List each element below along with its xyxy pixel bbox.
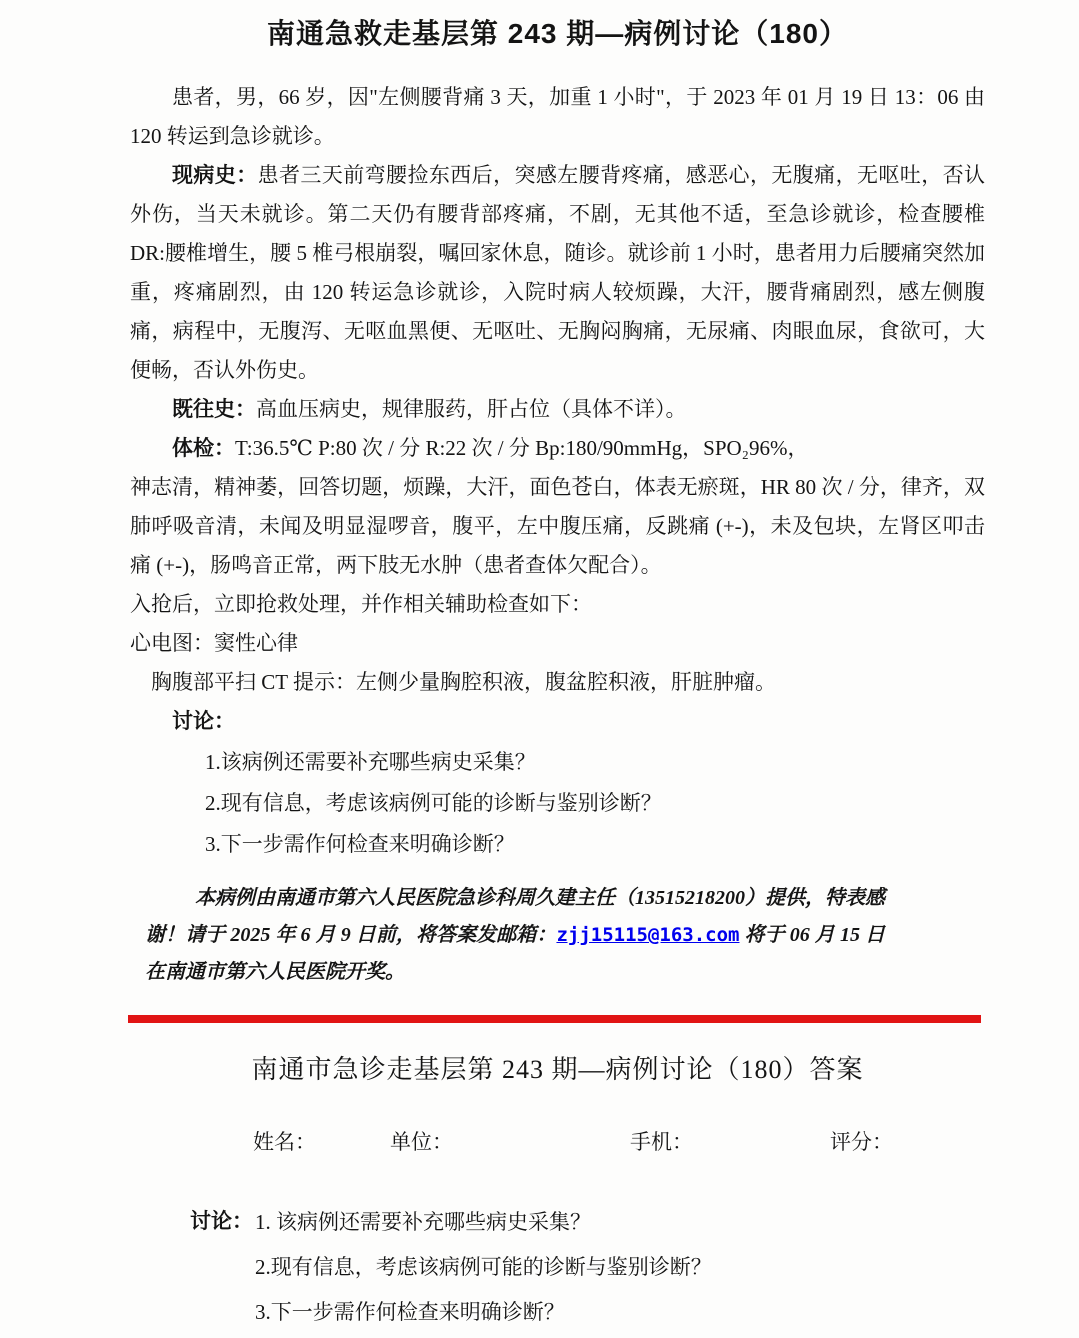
acknowledgment-text-post: 将于 06 月 15 日在南通市第六人民医院开奖。 (145, 924, 886, 983)
red-divider (128, 1015, 981, 1023)
email-link[interactable]: zjj15115@163.com (556, 924, 740, 946)
discussion-heading (130, 702, 985, 741)
answer-question-3: 3.下一步需作何检查来明确诊断？ (255, 1300, 565, 1324)
answer-question-1: 1. 该病例还需要补充哪些病史采集？ (255, 1210, 591, 1234)
acknowledgment-note (145, 880, 885, 991)
case-title: 南通急救走基层第 243 期—病例讨论（180） (267, 18, 848, 49)
patient-summary: 患者，男，66 岁，因"左侧腰背痛 3 天，加重 1 小时"，于 2023 年 01 月 19 日 13：06 由 120 转运到急诊就诊。 (130, 85, 985, 148)
vital-signs: T:36.5℃ P:80 次 / 分 R:22 次 / 分 Bp:180/90mmHg，SPO₂96%， (235, 436, 809, 460)
answer-discussion (130, 1203, 985, 1338)
acknowledgment-text-pre: 本病例由南通市第六人民医院急诊科周久建主任（13515218200）提供，特表感谢！请于 2025 年 6 月 9 日前，将答案发邮箱： (145, 887, 885, 946)
discussion-questions (130, 743, 985, 864)
physical-exam-label: 体检： (172, 437, 235, 460)
physical-exam-paragraph (130, 429, 985, 585)
discussion-question-3: 3.下一步需作何检查来明确诊断？ (205, 832, 515, 856)
past-history-text: 高血压病史，规律服药，肝占位（具体不详）。 (256, 397, 687, 421)
answer-questions (253, 1203, 712, 1338)
resuscitation-note: 入抢后，立即抢救处理，并作相关辅助检查如下： (130, 592, 592, 616)
ct-result: 胸腹部平扫 CT 提示：左侧少量胸腔积液，腹盆腔积液，肝脏肿瘤。 (151, 670, 776, 694)
exam-findings: 神志清，精神萎，回答切题，烦躁，大汗，面色苍白，体表无瘀斑，HR 80 次 / 分，律齐，双肺呼吸音清，未闻及明显湿啰音，腹平，左中腹压痛，反跳痛 (+-)，未及包块，左肾区叩击痛 (+-)，肠鸣音正常，两下肢无水肿（患者查体欠配合）。 (130, 475, 985, 577)
discussion-question-1: 1.该病例还需要补充哪些病史采集？ (205, 750, 536, 774)
discussion-question-2: 2.现有信息，考虑该病例可能的诊断与鉴别诊断？ (205, 791, 662, 815)
discussion-label: 讨论： (172, 710, 235, 733)
answer-title: 南通市急诊走基层第 243 期—病例讨论（180）答案 (251, 1055, 864, 1084)
answer-form-fields (130, 1127, 985, 1157)
answer-discussion-label: 讨论： (190, 1210, 253, 1233)
name-field-label: 姓名： (253, 1130, 316, 1154)
present-illness-text: 患者三天前弯腰捡东西后，突感左腰背疼痛，感恶心，无腹痛，无呕吐，否认外伤，当天未就诊。第二天仍有腰背部疼痛，不剧，无其他不适，至急诊就诊，检查腰椎 DR:腰椎增生，腰 5 椎弓根崩裂，嘱回家休息，随诊。就诊前 1 小时，患者用力后腰痛突然加重，疼痛剧烈，由 120 转运急诊就诊，入院时病人较烦躁，大汗，腰背痛剧烈，感左侧腹痛，病程中，无腹泻、无呕血黑便、无呕吐、无胸闷胸痛，无尿痛、肉眼血尿，食欲可，大便畅，否认外伤史。 (130, 163, 986, 382)
score-field-label: 评分： (830, 1130, 893, 1154)
present-illness-paragraph (130, 156, 985, 390)
ecg-result: 心电图：窦性心律 (130, 631, 298, 655)
present-illness-label: 现病史： (172, 164, 258, 187)
past-history-label: 既往史： (172, 398, 256, 421)
phone-field-label: 手机： (630, 1130, 693, 1154)
unit-field-label: 单位： (390, 1130, 453, 1154)
past-history-paragraph (130, 390, 985, 429)
answer-question-2: 2.现有信息，考虑该病例可能的诊断与鉴别诊断？ (255, 1255, 712, 1279)
